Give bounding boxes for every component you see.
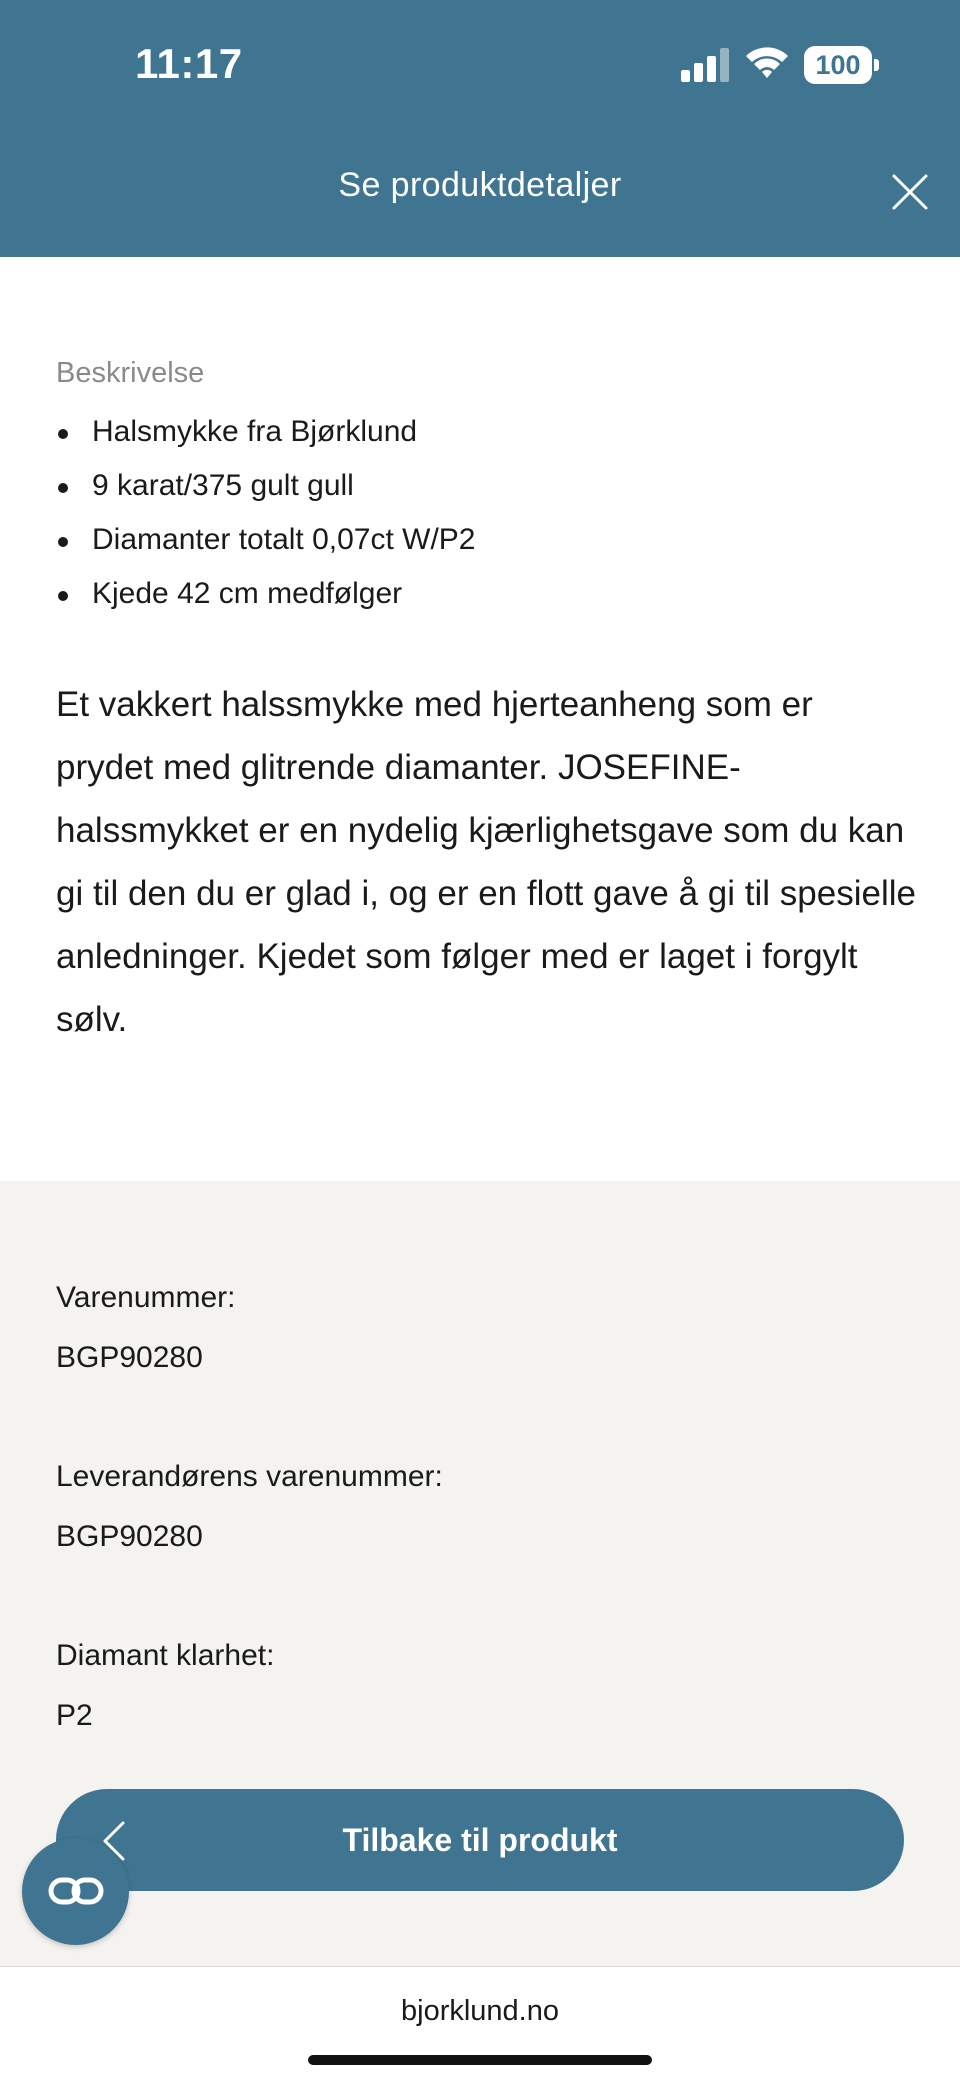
battery-icon [804, 46, 878, 84]
home-indicator[interactable] [308, 2055, 652, 2065]
list-item [56, 567, 476, 621]
detail-label: Diamant klarhet: [56, 1639, 275, 1672]
description-text: Et vakkert halssmykke med hjerteanheng som er prydet med glitrende diamanter. JOSEFINE-halssmykket er en nydelig kjærlighetsgave som du kan gi til den du er glad i, og er en flott gave å gi til spesielle anledninger. Kjedet som følger med er laget i forgylt sølv. [56, 685, 916, 1039]
list-item-text: 9 karat/375 gult gull [92, 469, 354, 502]
list-item-text: Kjede 42 cm medfølger [92, 577, 403, 610]
browser-address-bar [0, 1966, 960, 2081]
chat-link-icon [48, 1874, 104, 1908]
detail-value: P2 [56, 1699, 93, 1732]
list-item [56, 459, 476, 513]
list-item [56, 513, 476, 567]
status-time: 11:17 [135, 40, 243, 87]
back-to-product-button[interactable] [56, 1789, 904, 1891]
battery-level: 100 [804, 46, 872, 84]
wifi-icon [744, 44, 790, 82]
back-button-label: Tilbake til produkt [342, 1822, 618, 1858]
close-icon[interactable] [890, 172, 930, 212]
bullet-icon [58, 591, 68, 601]
cellular-signal-icon [681, 48, 731, 82]
detail-item-supplier-sku [56, 1457, 443, 1557]
battery-tip [874, 59, 879, 71]
list-item [56, 405, 476, 459]
list-item-text: Halsmykke fra Bjørklund [92, 415, 418, 448]
description-section [0, 257, 960, 1181]
detail-item-sku [56, 1278, 236, 1378]
description-label: Beskrivelse [56, 357, 205, 389]
chat-button[interactable] [22, 1838, 129, 1945]
modal-header [0, 0, 960, 257]
bullet-icon [58, 537, 68, 547]
bullet-icon [58, 483, 68, 493]
detail-value: BGP90280 [56, 1341, 203, 1374]
page-title: Se produktdetaljer [338, 166, 622, 204]
list-item-text: Diamanter totalt 0,07ct W/P2 [92, 523, 476, 556]
detail-value: BGP90280 [56, 1520, 203, 1553]
url-text[interactable]: bjorklund.no [401, 1995, 559, 2027]
feature-list [56, 405, 476, 621]
detail-label: Varenummer: [56, 1281, 236, 1314]
bullet-icon [58, 429, 68, 439]
detail-item-clarity [56, 1636, 274, 1736]
detail-label: Leverandørens varenummer: [56, 1460, 443, 1493]
